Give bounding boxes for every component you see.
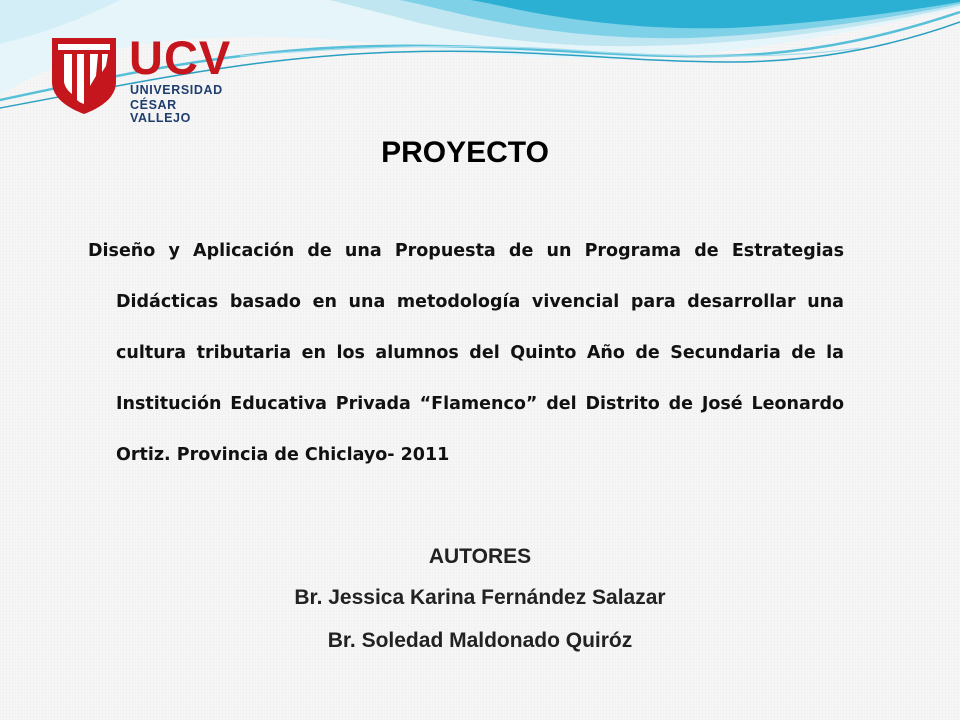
ucv-shield-emblem xyxy=(50,36,118,114)
author-name-1: Br. Jessica Karina Fernández Salazar xyxy=(294,586,666,609)
logo-subtitle-line1: UNIVERSIDAD xyxy=(130,83,223,97)
authors-heading: AUTORES xyxy=(428,545,532,568)
project-description: Diseño y Aplicación de una Propuesta de un Programa de Estrategias Didácticas basado en una metodología vivencial para desarrollar una cultura tributaria en los alumnos del Quinto Año de Secundaria de la Institución Educativa Privada “Flamenco” del Distrito de José Leonardo Ortiz. Provincia de Chiclayo- 2011 xyxy=(88,241,844,465)
ucv-logo xyxy=(50,31,240,125)
logo-subtitle-line2: CÉSAR VALLEJO xyxy=(130,98,191,125)
logo-wordmark: UCV xyxy=(129,31,232,84)
author-name-2: Br. Soledad Maldonado Quiróz xyxy=(327,629,633,652)
slide-title: PROYECTO xyxy=(381,136,549,169)
